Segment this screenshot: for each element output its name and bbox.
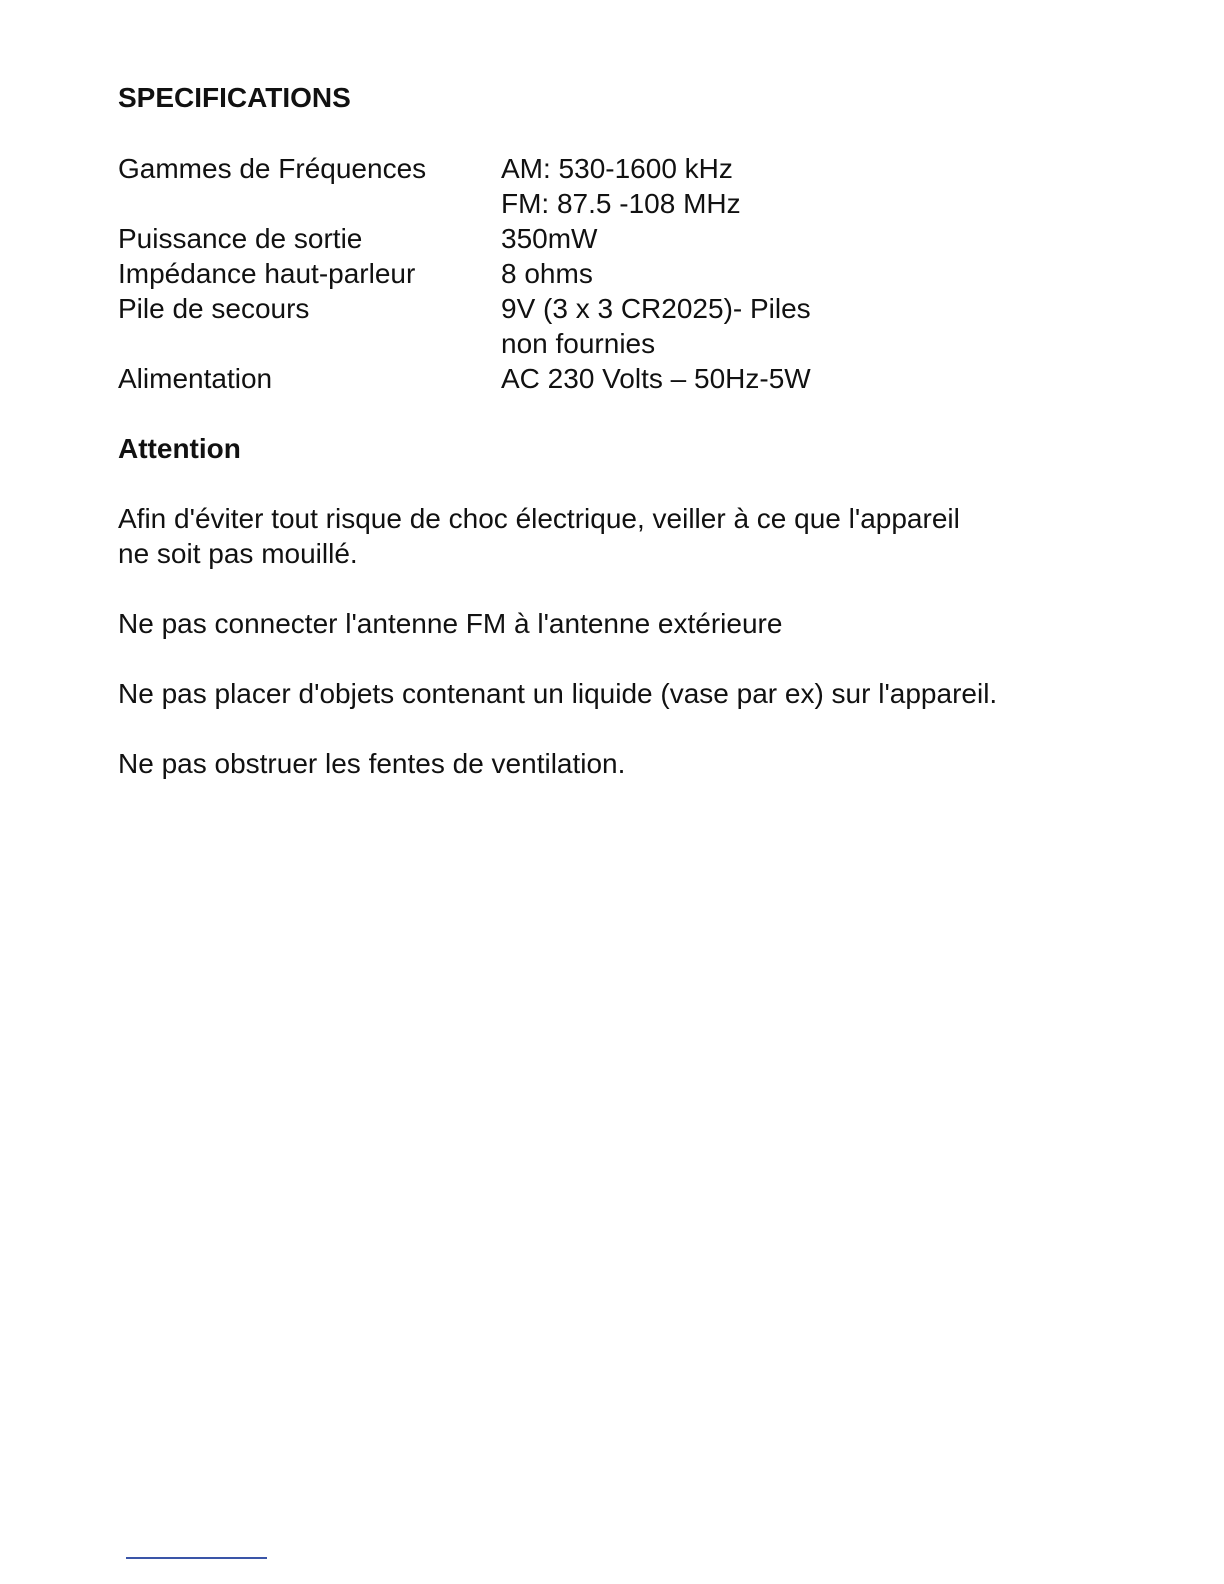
paragraph-line: Afin d'éviter tout risque de choc électrique, veiller à ce que l'appareil (118, 503, 960, 534)
spec-value (501, 361, 811, 396)
spec-value (501, 151, 811, 221)
attention-heading: Attention (118, 433, 241, 464)
spec-value-line: 350mW (501, 223, 598, 254)
spec-value-line: 8 ohms (501, 258, 593, 289)
paragraph-line: Ne pas connecter l'antenne FM à l'antenne extérieure (118, 608, 783, 639)
spec-value-line: non fournies (501, 328, 656, 359)
spec-value-line: AC 230 Volts – 50Hz-5W (501, 363, 811, 394)
spec-value (501, 221, 811, 256)
spec-row-output-power (118, 221, 811, 256)
spec-label: Impédance haut-parleur (118, 258, 416, 289)
specifications-heading: SPECIFICATIONS (118, 82, 351, 113)
spec-row-speaker-impedance (118, 256, 811, 291)
spec-value (501, 256, 811, 291)
document-page (118, 80, 1118, 781)
spec-value-line: AM: 530-1600 kHz (501, 153, 733, 184)
attention-paragraph-water (118, 501, 1118, 571)
paragraph-line: Ne pas obstruer les fentes de ventilation. (118, 748, 626, 779)
spec-value-line: 9V (3 x 3 CR2025)- Piles (501, 293, 811, 324)
spec-label: Pile de secours (118, 293, 310, 324)
spec-label: Puissance de sortie (118, 223, 363, 254)
footnote-rule (126, 1557, 267, 1559)
spec-row-frequency (118, 151, 811, 221)
spec-value (501, 291, 811, 361)
spec-value-line: FM: 87.5 -108 MHz (501, 188, 741, 219)
spec-label: Gammes de Fréquences (118, 153, 427, 184)
paragraph-line: Ne pas placer d'objets contenant un liquide (vase par ex) sur l'appareil. (118, 678, 998, 709)
attention-paragraph-liquid (118, 676, 1118, 711)
spec-label: Alimentation (118, 363, 273, 394)
attention-paragraph-antenna (118, 606, 1118, 641)
paragraph-line: ne soit pas mouillé. (118, 538, 358, 569)
spec-row-power-supply (118, 361, 811, 396)
spec-row-backup-battery (118, 291, 811, 361)
attention-paragraph-ventilation (118, 746, 1118, 781)
specifications-table (118, 151, 811, 396)
